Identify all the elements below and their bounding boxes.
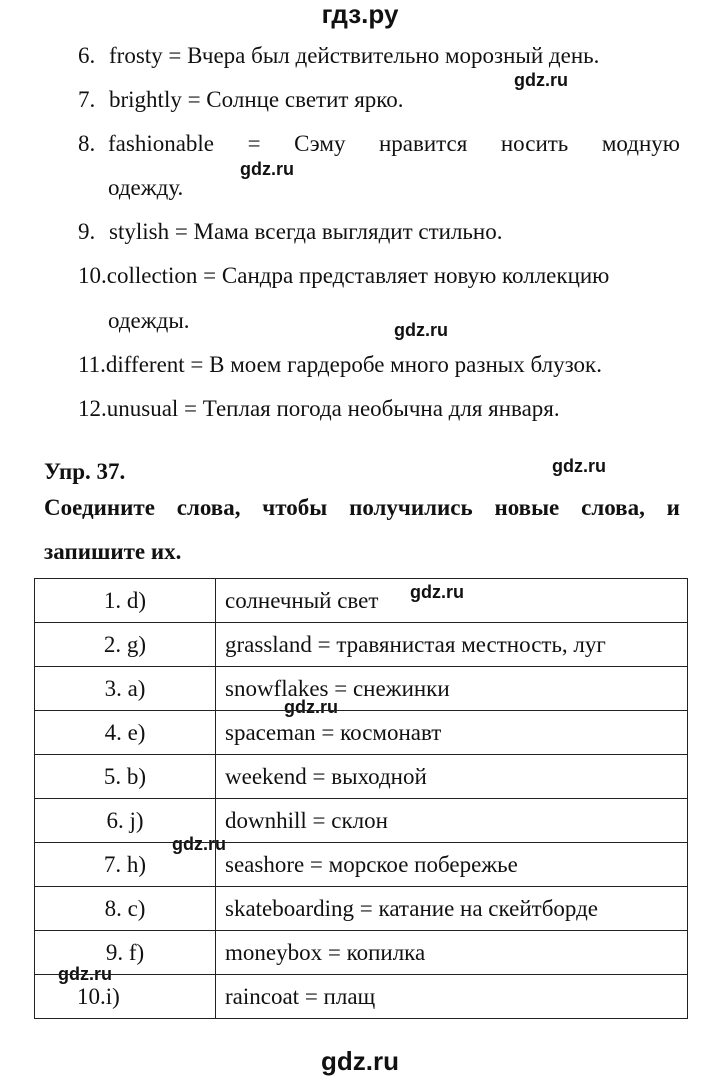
row-value: spaceman = космонавт	[216, 711, 688, 755]
table-row	[35, 887, 688, 931]
word: и	[666, 495, 680, 520]
word: слова,	[176, 495, 241, 520]
row-value: grassland = травянистая местность, луг	[216, 623, 688, 667]
watermark: gdz.ru	[410, 582, 464, 602]
table-row	[35, 623, 688, 667]
table-row	[35, 931, 688, 975]
footer-site-title: gdz.ru	[321, 1046, 399, 1076]
word: новые	[494, 495, 560, 520]
table-row	[35, 843, 688, 887]
word: получились	[349, 495, 473, 520]
row-number: 9. f)	[35, 931, 216, 975]
row-value: raincoat = плащ	[216, 975, 688, 1019]
row-value: snowflakes = снежинки	[216, 667, 688, 711]
row-number: 3. a)	[35, 667, 216, 711]
row-number: 5. b)	[35, 755, 216, 799]
item-number: 7.	[78, 87, 96, 112]
word: Соедините	[44, 495, 155, 520]
word: носить	[500, 131, 569, 156]
row-number: 4. e)	[35, 711, 216, 755]
header-site-title: гдз.ру	[321, 0, 399, 29]
item-number: 8.	[78, 131, 96, 156]
item-text-justified	[108, 130, 680, 158]
watermark: gdz.ru	[58, 964, 112, 984]
row-number: 2. g)	[35, 623, 216, 667]
word: Сэму	[294, 131, 346, 156]
word: fashionable	[108, 131, 215, 156]
item-text: different = В моем гардеробе много разных блузок.	[105, 352, 602, 377]
table-row	[35, 755, 688, 799]
watermark: gdz.ru	[284, 697, 338, 717]
row-value: moneybox = копилка	[216, 931, 688, 975]
row-number: 7. h)	[35, 843, 216, 887]
answers-table	[34, 578, 688, 1019]
exercise-instruction	[44, 494, 680, 522]
watermark: gdz.ru	[552, 456, 606, 476]
word: нравится	[379, 131, 468, 156]
row-value: downhill = склон	[216, 799, 688, 843]
item-text: collection = Сандра представляет новую коллекцию	[106, 263, 610, 288]
row-number: 10.i)	[35, 975, 216, 1019]
row-value: seashore = морское побережье	[216, 843, 688, 887]
word: слова,	[581, 495, 645, 520]
row-value: солнечный свет	[216, 579, 688, 623]
item-number: 11.	[78, 352, 106, 377]
row-number: 1. d)	[35, 579, 216, 623]
watermark: gdz.ru	[172, 834, 226, 854]
table-row	[35, 799, 688, 843]
item-text: unusual = Теплая погода необычна для января.	[106, 396, 560, 421]
list-item	[78, 351, 602, 379]
table-row	[35, 711, 688, 755]
item-number: 10.	[78, 263, 107, 288]
item-text: frosty = Вчера был действительно морозный день.	[109, 43, 600, 68]
watermark: gdz.ru	[394, 320, 448, 340]
item-text: brightly = Солнце светит ярко.	[109, 87, 404, 112]
exercise-title: Упр. 37.	[44, 459, 126, 484]
list-item	[78, 218, 502, 246]
table-row	[35, 579, 688, 623]
item-number: 12.	[78, 396, 107, 421]
table-row	[35, 667, 688, 711]
word: чтобы	[262, 495, 328, 520]
watermark: gdz.ru	[240, 159, 294, 179]
item-continuation: одежды.	[108, 308, 190, 333]
list-item	[78, 262, 609, 290]
row-value: skateboarding = катание на скейтборде	[216, 887, 688, 931]
item-number: 9.	[78, 219, 96, 244]
exercise-instruction-line2: запишите их.	[44, 539, 182, 564]
word: модную	[601, 131, 680, 156]
item-number: 6.	[78, 43, 96, 68]
list-item	[78, 42, 599, 70]
row-number: 8. c)	[35, 887, 216, 931]
watermark: gdz.ru	[514, 70, 568, 90]
list-item	[78, 130, 95, 158]
row-value: weekend = выходной	[216, 755, 688, 799]
row-number: 6. j)	[35, 799, 216, 843]
table-row	[35, 975, 688, 1019]
list-item	[78, 86, 404, 114]
list-item	[78, 395, 560, 423]
word: =	[247, 131, 261, 156]
item-text: stylish = Мама всегда выглядит стильно.	[109, 219, 503, 244]
item-continuation: одежду.	[108, 175, 184, 200]
